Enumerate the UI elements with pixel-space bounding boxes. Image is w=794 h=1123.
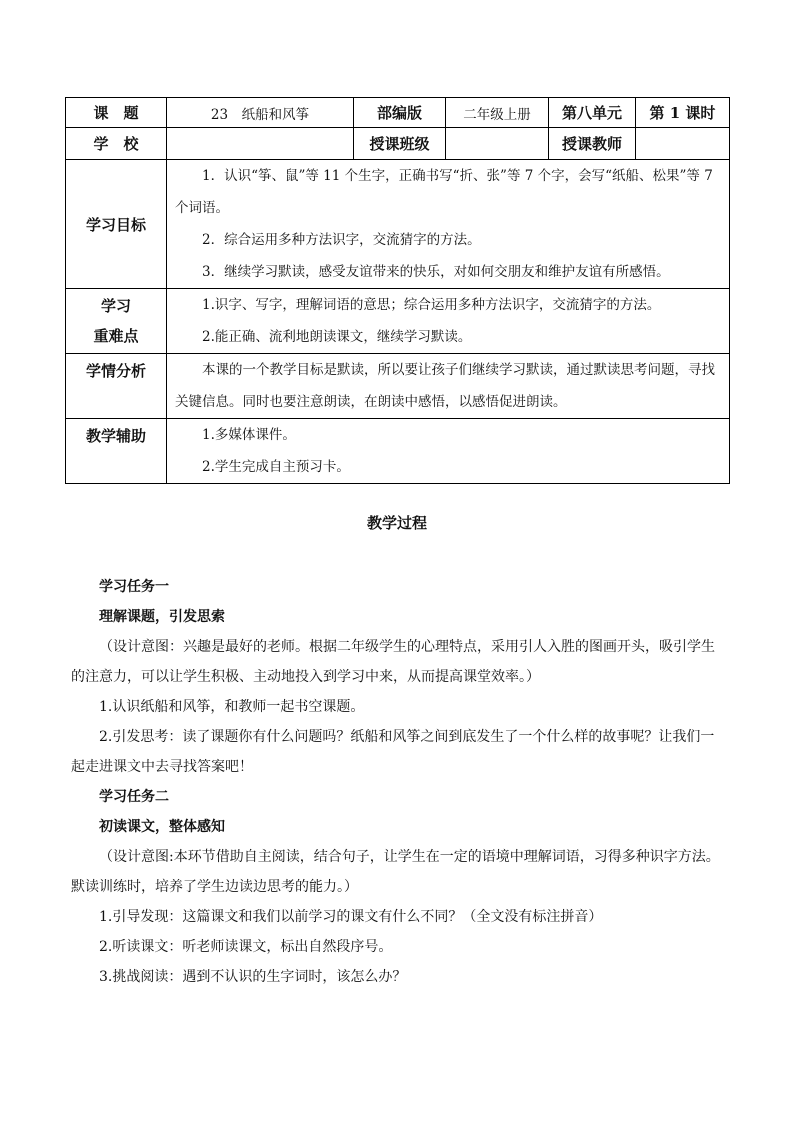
- unit: 第八单元: [549, 98, 636, 128]
- task1-step: 1.认识纸船和风筝，和教师一起书空课题。: [99, 699, 365, 715]
- goals-label: 学习目标: [66, 160, 167, 289]
- school-value: [167, 128, 354, 160]
- row-school: [66, 128, 730, 160]
- analysis-label: 学情分析: [66, 354, 167, 419]
- task2-step: 1.引导发现：这篇课文和我们以前学习的课文有什么不同？（全文没有标注拼音）: [99, 909, 603, 925]
- teacher-label: 授课教师: [549, 128, 636, 160]
- task2-step: 2.听读课文：听老师读课文，标出自然段序号。: [99, 939, 393, 955]
- key-label-line2: 重难点: [93, 327, 139, 345]
- row-aids: [66, 419, 730, 484]
- edition: 部编版: [354, 98, 446, 128]
- class-value: [446, 128, 549, 160]
- goal-item: 3．继续学习默读，感受友谊带来的快乐，对如何交朋友和维护友谊有所感悟。: [202, 264, 670, 280]
- analysis-content: [167, 354, 730, 419]
- period: 第 1 课时: [636, 98, 730, 128]
- row-goals: [66, 160, 730, 289]
- goals-content: [167, 160, 730, 289]
- task1-subheading: 理解课题，引发思索: [99, 609, 225, 625]
- class-label: 授课班级: [354, 128, 446, 160]
- task2-design: （设计意图:本环节借助自主阅读，结合句子，让学生在一定的语境中理解词语，习得多种识字方法。默读训练时，培养了学生边读边思考的能力。）: [71, 849, 720, 895]
- goal-item: 1．认识“筝、鼠”等 11 个生字，正确书写“折、张”等 7 个字，会写“纸船、松果”等 7 个词语。: [175, 168, 713, 216]
- key-label: [66, 289, 167, 354]
- row-analysis: [66, 354, 730, 419]
- task2-heading: 学习任务二: [99, 789, 169, 805]
- analysis-text: 本课的一个教学目标是默读，所以要让孩子们继续学习默读，通过默读思考问题，寻找关键信息。同时也要注意朗读，在朗读中感悟，以感悟促进朗读。: [175, 362, 715, 410]
- key-label-line1: 学习: [100, 297, 131, 315]
- grade: 二年级上册: [446, 98, 549, 128]
- aid-item: 1.多媒体课件。: [202, 427, 296, 443]
- goal-item: 2．综合运用多种方法识字，交流猜字的方法。: [202, 232, 481, 248]
- school-label: 学 校: [66, 128, 167, 160]
- row-lesson: [66, 98, 730, 128]
- key-item: 2.能正确、流利地朗读课文，继续学习默读。: [202, 329, 472, 345]
- aids-label: 教学辅助: [66, 419, 167, 484]
- task1-design: （设计意图：兴趣是最好的老师。根据二年级学生的心理特点，采用引人入胜的图画开头，吸引学生的注意力，可以让学生积极、主动地投入到学习中来，从而提高课堂效率。）: [71, 639, 715, 685]
- teacher-value: [636, 128, 730, 160]
- lesson-info-table: [65, 97, 730, 484]
- task1-heading: 学习任务一: [99, 579, 169, 595]
- aids-content: [167, 419, 730, 484]
- aid-item: 2.学生完成自主预习卡。: [202, 459, 350, 475]
- lesson-title: 23 纸船和风筝: [167, 98, 354, 128]
- key-content: [167, 289, 730, 354]
- process-body: [71, 572, 723, 992]
- row-key-points: [66, 289, 730, 354]
- task1-step: 2.引发思考：读了课题你有什么问题吗？纸船和风筝之间到底发生了一个什么样的故事呢？让我们一起走进课文中去寻找答案吧！: [71, 729, 715, 775]
- task2-step: 3.挑战阅读：遇到不认识的生字词时，该怎么办？: [99, 969, 407, 985]
- process-title: 教学过程: [366, 514, 427, 532]
- task2-subheading: 初读课文，整体感知: [99, 819, 225, 835]
- key-item: 1.识字、写字，理解词语的意思；综合运用多种方法识字，交流猜字的方法。: [202, 297, 661, 313]
- lesson-label: 课 题: [66, 98, 167, 128]
